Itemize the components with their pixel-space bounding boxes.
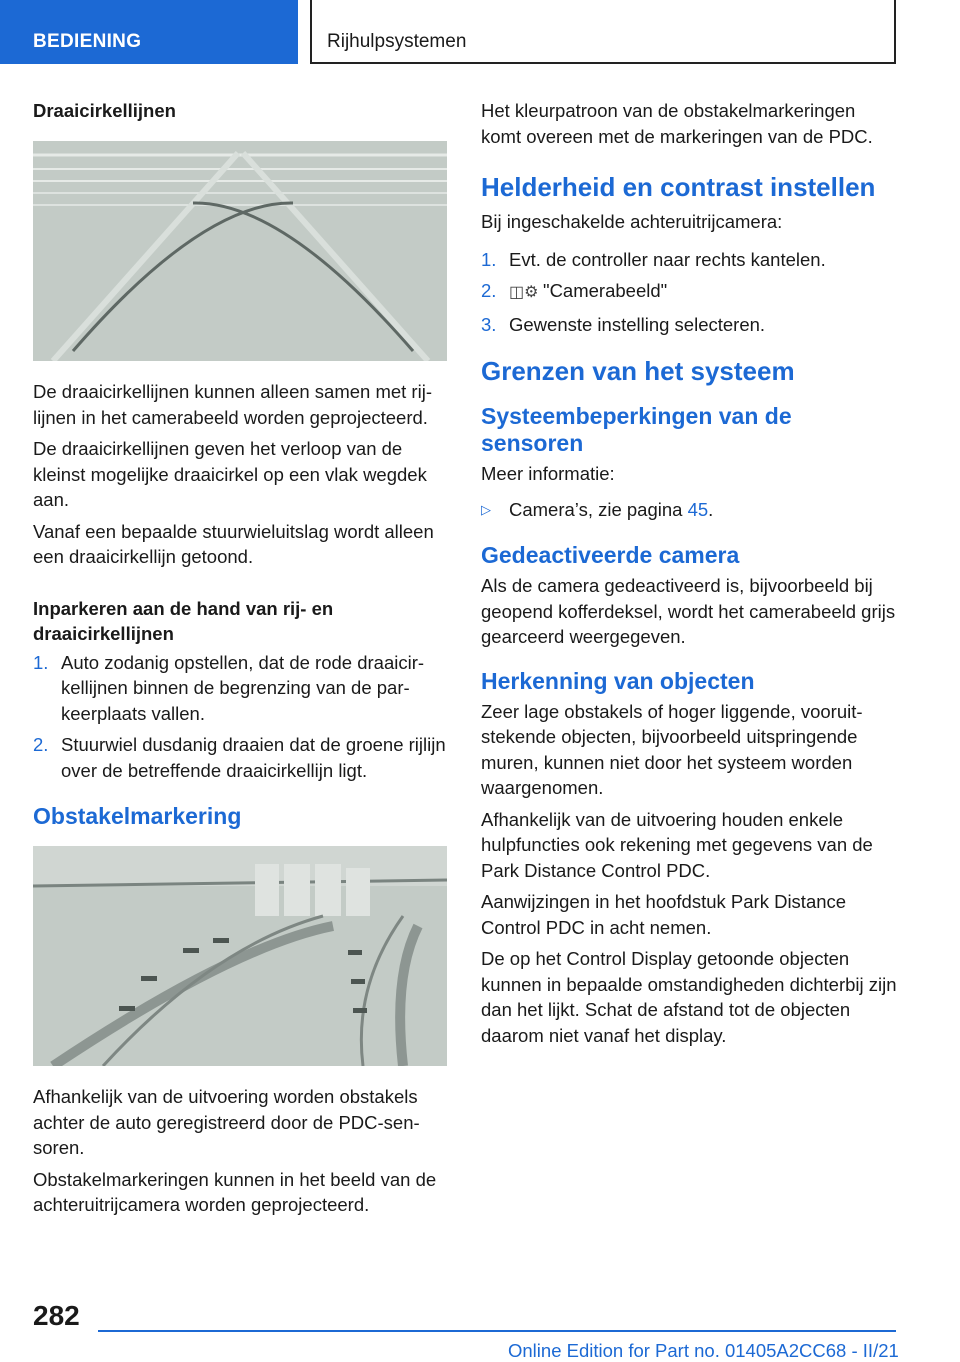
- bullet-end: .: [708, 498, 714, 520]
- step-number: 2.: [481, 280, 497, 301]
- heading-inparkeren: Inparkeren aan de hand van rij- en draaicirkellijnen: [33, 597, 334, 644]
- list-item: [481, 497, 897, 523]
- heading-obstakelmarkering: Obstakelmarkering: [33, 803, 242, 829]
- step-text: Stuurwiel dusdanig draaien dat de groene rijlijn over de betreffende draaicirkellijn ligt.: [61, 734, 446, 781]
- heading-grenzen: Grenzen van het systeem: [481, 356, 795, 386]
- heading-helderheid: Helderheid en contrast instellen: [481, 172, 876, 202]
- heading-herkenning: Herkenning van objecten: [481, 667, 755, 694]
- obstacle-marking-illustration: [33, 846, 447, 1066]
- heading-sensoren: Systeembeperkingen van de sensoren: [481, 403, 792, 456]
- step-text: Evt. de controller naar rechts kantelen.: [509, 248, 826, 270]
- list-item: [33, 650, 449, 727]
- step-number: 1.: [481, 248, 497, 270]
- camera-settings-icon: ◫⚙: [509, 284, 539, 301]
- steps-list: [481, 247, 897, 338]
- paragraph: De op het Control Display getoonde objecten kunnen in bepaalde omstandigheden dichterbij zijn dan het lijkt. Schat de afstand tot de objecten daarom niet vanaf het display.: [481, 948, 897, 1046]
- paragraph: Afhankelijk van de uitvoering houden enkele hulpfuncties ook rekening met gegevens van de Park Distance Control PDC.: [481, 808, 873, 881]
- bullet-list: [481, 497, 897, 523]
- step-number: 2.: [33, 734, 49, 755]
- bullet-text: Camera’s, zie pagina: [509, 498, 688, 520]
- paragraph: Als de camera gedeactiveerd is, bijvoorbeeld bij geopend kofferdeksel, wordt het camerabeeld grijs gearceerd weergegeven.: [481, 575, 896, 647]
- obstacle-marking-figure: [33, 846, 447, 1066]
- list-item: [481, 278, 897, 306]
- section-tab: BEDIENING: [0, 0, 298, 64]
- chapter-title: Rijhulpsystemen: [310, 0, 896, 64]
- paragraph: Afhankelijk van de uitvoering worden obstakels achter de auto geregistreerd door de PDC-sensoren.: [33, 1086, 420, 1158]
- paragraph: Zeer lage obstakels of hoger liggende, vooruitstekende objecten, bijvoorbeeld uitspringende muren, kunnen niet door het systeem worden waargenomen.: [481, 700, 863, 798]
- list-item: [481, 312, 897, 338]
- list-item: [33, 732, 449, 783]
- steps-list: [33, 650, 449, 784]
- paragraph: Vanaf een bepaalde stuurwieluitslag wordt alleen een draaicirkellijn getoond.: [33, 520, 434, 567]
- paragraph: Meer informatie:: [481, 463, 615, 484]
- step-text: "Camerabeeld": [543, 280, 668, 301]
- paragraph: Obstakelmarkeringen kunnen in het beeld van de achteruitrijcamera worden geprojecteerd.: [33, 1168, 437, 1215]
- turning-circle-figure: [33, 141, 447, 361]
- paragraph: De draaicirkellijnen kunnen alleen samen met rijlijnen in het camerabeeld worden geprojecteerd.: [33, 381, 432, 428]
- footer-edition: Online Edition for Part no. 01405A2CC68 - II/21: [508, 1340, 899, 1361]
- step-number: 3.: [481, 313, 497, 335]
- paragraph: Bij ingeschakelde achteruitrijcamera:: [481, 211, 783, 232]
- paragraph: Het kleurpatroon van de obstakelmarkeringen komt overeen met de markeringen van de PDC.: [481, 100, 873, 147]
- page-number: 282: [33, 1300, 80, 1331]
- footer-divider: [98, 1330, 896, 1332]
- left-column: [33, 98, 449, 1224]
- paragraph: Aanwijzingen in het hoofdstuk Park Distance Control PDC in acht nemen.: [481, 891, 847, 938]
- triangle-bullet-icon: ▷: [481, 501, 491, 517]
- step-text: Auto zodanig opstellen, dat de rode draaicirkellijnen binnen de begrenzing van de parkeerplaats vallen.: [61, 651, 425, 724]
- paragraph: De draaicirkellijnen geven het verloop van de kleinst mogelijke draaicirkel op een vlak wegdek aan.: [33, 438, 427, 510]
- heading-draaicirkellijnen: Draaicirkellijnen: [33, 100, 176, 121]
- turning-circle-illustration: [33, 141, 447, 361]
- list-item: [481, 247, 897, 273]
- step-text: Gewenste instelling selecteren.: [509, 313, 766, 335]
- page-link[interactable]: 45: [687, 498, 709, 520]
- heading-gedeactiveerd: Gedeactiveerde camera: [481, 542, 740, 568]
- step-number: 1.: [33, 651, 49, 673]
- right-column: [481, 98, 897, 1054]
